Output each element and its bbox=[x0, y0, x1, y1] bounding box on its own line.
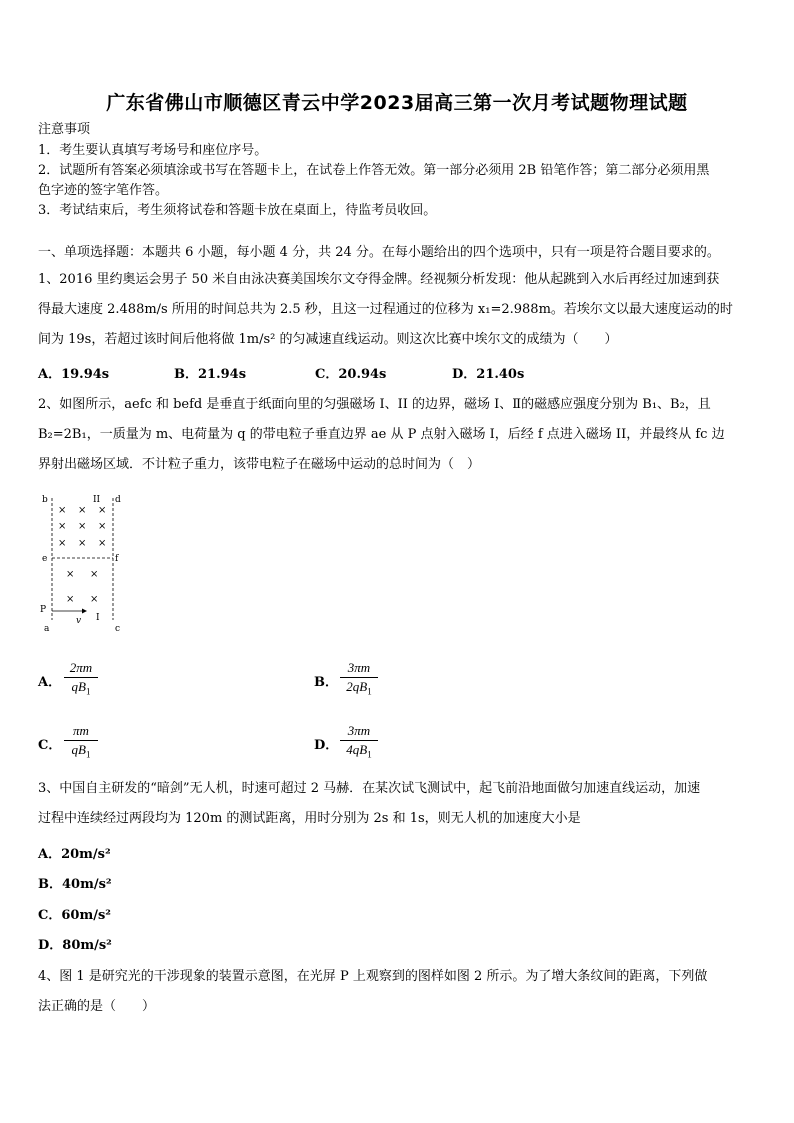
question-2-text: B₂=2B₁，一质量为 m、电荷量为 q 的带电粒子垂直边界 ae 从 P 点射入磁场 I，后经 f 点进入磁场 II，并最终从 fc 边 bbox=[38, 427, 725, 442]
denominator bbox=[64, 678, 98, 696]
label-region-1: I bbox=[96, 613, 100, 623]
subscript: 1 bbox=[85, 686, 91, 697]
section-heading: 一、单项选择题：本题共 6 小题，每小题 4 分，共 24 分。在每小题给出的四个选项中，只有一项是符合题目要求的。 bbox=[38, 245, 720, 260]
field-crosses bbox=[58, 505, 106, 605]
notice-item: 色字迹的签字笔作答。 bbox=[38, 183, 169, 198]
option-label: B． bbox=[314, 675, 338, 690]
subscript: 1 bbox=[367, 686, 372, 697]
q1-option-a: A．19.94s bbox=[38, 367, 110, 382]
cross-mark: × bbox=[78, 505, 87, 516]
denominator-text: qB bbox=[71, 679, 86, 694]
option-label: A． bbox=[38, 675, 62, 690]
q3-option-d: D．80m/s² bbox=[38, 938, 112, 953]
cross-mark: × bbox=[66, 594, 75, 605]
page-title: 广东省佛山市顺德区青云中学2023届高三第一次月考试题物理试题 bbox=[106, 92, 688, 114]
magnetic-field-diagram bbox=[38, 490, 138, 636]
label-a: a bbox=[44, 624, 50, 634]
fraction bbox=[340, 722, 378, 759]
label-b: b bbox=[42, 495, 48, 505]
fraction bbox=[64, 659, 98, 696]
q1-option-b: B．21.94s bbox=[174, 367, 247, 382]
subscript: 1 bbox=[85, 749, 91, 760]
label-p: P bbox=[40, 605, 47, 615]
question-1-text: 1、2016 里约奥运会男子 50 米自由泳决赛美国埃尔文夺得金牌。经视频分析发现：他从起跳到入水后再经过加速到获 bbox=[38, 272, 720, 287]
cross-mark: × bbox=[90, 594, 99, 605]
denominator-text: qB bbox=[71, 742, 86, 757]
label-v: v bbox=[76, 616, 82, 626]
denominator-text: 4qB bbox=[346, 742, 368, 757]
cross-mark: × bbox=[98, 538, 107, 549]
option-label: C． bbox=[38, 738, 62, 753]
numerator: 2πm bbox=[69, 660, 93, 675]
question-2-text: 界射出磁场区域．不计粒子重力，该带电粒子在磁场中运动的总时间为（ ） bbox=[38, 457, 481, 472]
label-e: e bbox=[42, 554, 48, 564]
denominator bbox=[340, 678, 378, 696]
numerator: 3πm bbox=[347, 660, 371, 675]
notice-item: 1．考生要认真填写考场号和座位序号。 bbox=[38, 143, 268, 158]
denominator bbox=[64, 741, 98, 759]
cross-mark: × bbox=[78, 521, 87, 532]
cross-mark: × bbox=[58, 538, 67, 549]
question-3-text: 过程中连续经过两段均为 120m 的测试距离，用时分别为 2s 和 1s，则无人机的加速度大小是 bbox=[38, 811, 581, 826]
cross-mark: × bbox=[58, 505, 67, 516]
option-label: D． bbox=[314, 738, 339, 753]
velocity-arrowhead bbox=[82, 609, 87, 614]
question-3-text: 3、中国自主研发的“暗剑”无人机，时速可超过 2 马赫．在某次试飞测试中，起飞前沿地面做匀加速直线运动，加速 bbox=[38, 781, 701, 796]
cross-mark: × bbox=[90, 569, 99, 580]
fraction bbox=[340, 659, 378, 696]
notice-item: 3．考试结束后，考生须将试卷和答题卡放在桌面上，待监考员收回。 bbox=[38, 203, 437, 218]
q3-option-b: B．40m/s² bbox=[38, 877, 112, 892]
subscript: 1 bbox=[367, 749, 372, 760]
cross-mark: × bbox=[66, 569, 75, 580]
cross-mark: × bbox=[58, 521, 67, 532]
q1-option-d: D．21.40s bbox=[452, 367, 525, 382]
notice-item: 2．试题所有答案必须填涂或书写在答题卡上，在试卷上作答无效。第一部分必须用 2B 铅笔作答；第二部分必须用黑 bbox=[38, 163, 710, 178]
label-region-2: II bbox=[93, 495, 101, 505]
fraction bbox=[64, 722, 98, 759]
cross-mark: × bbox=[78, 538, 87, 549]
question-1-text: 间为 19s，若超过该时间后他将做 1m/s² 的匀减速直线运动。则这次比赛中埃尔文的成绩为（ ） bbox=[38, 332, 618, 347]
question-1-text: 得最大速度 2.488m/s 所用的时间总共为 2.5 秒，且这一过程通过的位移为 x₁=2.988m。若埃尔文以最大速度运动的时 bbox=[38, 302, 733, 317]
label-d: d bbox=[115, 495, 121, 505]
question-2-text: 2、如图所示，aefc 和 befd 是垂直于纸面向里的匀强磁场 I、II 的边界，磁场 I、Ⅱ的磁感应强度分别为 B₁、B₂，且 bbox=[38, 397, 711, 412]
numerator: 3πm bbox=[347, 723, 371, 738]
denominator-text: 2qB bbox=[346, 679, 368, 694]
denominator bbox=[340, 741, 378, 759]
question-4-text: 法正确的是（ ） bbox=[38, 999, 156, 1014]
label-f: f bbox=[115, 554, 119, 564]
notice-heading: 注意事项 bbox=[38, 122, 91, 137]
q1-option-c: C．20.94s bbox=[315, 367, 387, 382]
cross-mark: × bbox=[98, 505, 107, 516]
question-4-text: 4、图 1 是研究光的干涉现象的装置示意图，在光屏 P 上观察到的图样如图 2 所示。为了增大条纹间的距离，下列做 bbox=[38, 969, 708, 984]
label-c: c bbox=[115, 624, 121, 634]
q3-option-a: A．20m/s² bbox=[38, 847, 111, 862]
cross-mark: × bbox=[98, 521, 107, 532]
numerator: πm bbox=[73, 723, 89, 738]
q3-option-c: C．60m/s² bbox=[38, 908, 111, 923]
